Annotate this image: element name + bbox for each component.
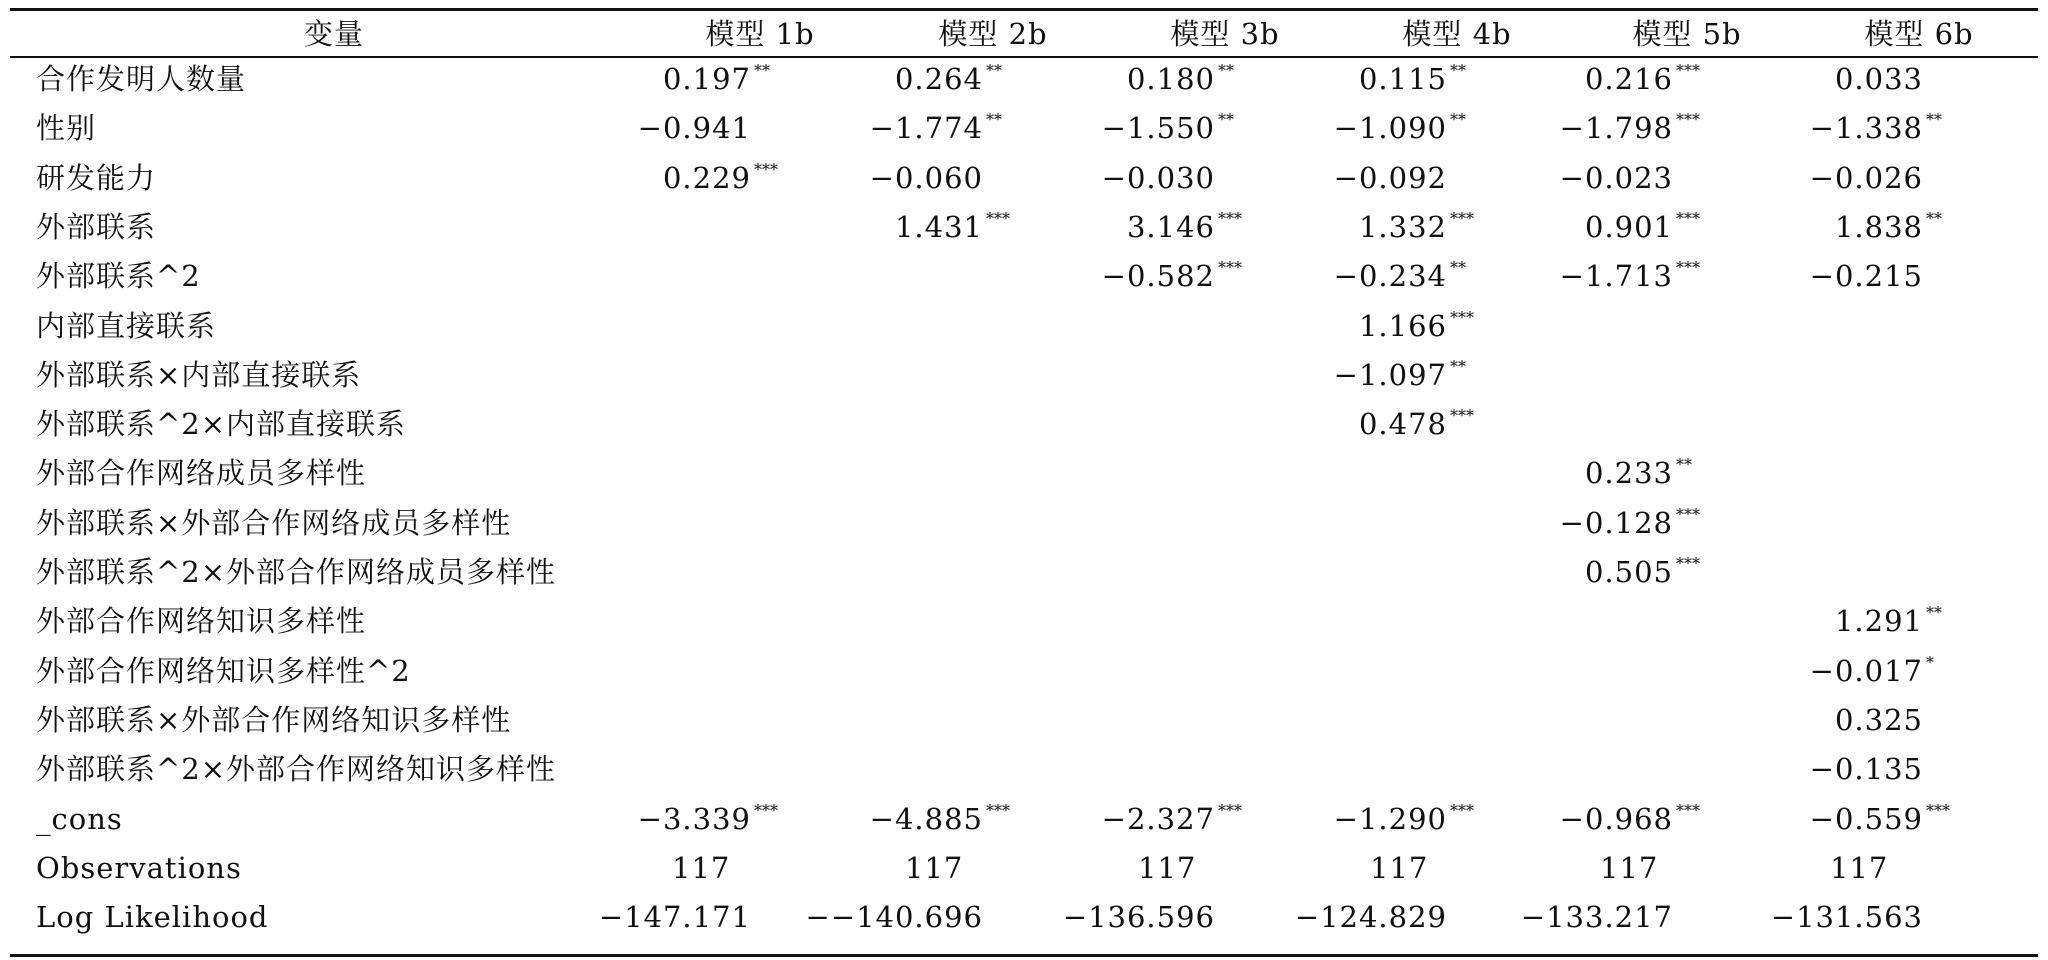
table-cell — [638, 108, 788, 148]
row-label: 性别 — [36, 111, 97, 146]
cell-value: −0.092 — [1333, 160, 1447, 195]
cell-value: 117 — [672, 850, 731, 885]
table-cell: 1.838 ** — [1834, 208, 1942, 244]
cell-value: −0.017 — [1809, 653, 1923, 688]
table-cell: 1.291 ** — [1834, 603, 1942, 639]
cell-value: −1.713 — [1559, 259, 1673, 294]
table-cell: −1.550 ** — [1101, 110, 1234, 146]
cell-value: 0.216 — [1584, 62, 1673, 96]
table-cell: −0.017 * — [1809, 652, 1934, 688]
table-cell: −1.713 *** — [1559, 258, 1700, 294]
cell-value: −0.026 — [1809, 160, 1923, 195]
table-cell — [1138, 848, 1196, 888]
row-label: 外部合作网络成员多样性 — [36, 456, 367, 491]
table-cell: 1.166 *** — [1358, 307, 1474, 343]
cell-value: −1.798 — [1559, 111, 1673, 146]
cell-value: 0.180 — [1126, 62, 1215, 96]
cell-value: 0.229 — [662, 160, 751, 195]
cell-value: −0.559 — [1809, 801, 1923, 836]
table-cell: −2.327 *** — [1101, 800, 1242, 836]
cell-value: −124.829 — [1294, 900, 1447, 935]
table-cell — [1830, 848, 1888, 888]
row-label: 外部合作网络知识多样性 — [36, 604, 367, 639]
table-cell: 1.431 *** — [894, 208, 1010, 244]
table-cell: 0.901 *** — [1584, 208, 1700, 244]
table-cell — [1600, 848, 1658, 888]
table-cell — [1560, 158, 1710, 198]
cell-value: 1.166 — [1358, 308, 1447, 343]
table-cell — [1810, 158, 1960, 198]
table-bottom-rule — [10, 954, 2038, 957]
table-cell — [1370, 848, 1428, 888]
table-cell — [1102, 158, 1252, 198]
cell-value: 117 — [1830, 850, 1889, 885]
table-cell: 1.332 *** — [1358, 208, 1474, 244]
table-cell: 0.229 *** — [662, 159, 778, 195]
row-label: 外部联系^2×内部直接联系 — [36, 407, 407, 442]
table-cell: −1.097 ** — [1333, 356, 1466, 392]
table-cell — [1295, 897, 1484, 937]
cell-value: −0.941 — [637, 111, 751, 146]
cell-value: 117 — [1600, 850, 1659, 885]
table-cell — [1810, 256, 1960, 296]
cell-value: −1.774 — [869, 111, 983, 146]
cell-value: −1.338 — [1809, 111, 1923, 146]
row-label: 外部联系^2×外部合作网络知识多样性 — [36, 752, 557, 787]
row-label: 外部联系^2 — [36, 259, 201, 294]
header-model-3: 模型 3b — [1170, 17, 1280, 51]
header-model-1: 模型 1b — [705, 17, 815, 51]
row-label: 外部联系×外部合作网络知识多样性 — [36, 702, 512, 737]
table-cell: 0.115 ** — [1358, 61, 1466, 96]
cell-value: 117 — [1138, 850, 1197, 885]
cell-value: −1.290 — [1333, 801, 1447, 836]
table-cell — [1810, 749, 1960, 789]
table-cell: −1.290 *** — [1333, 800, 1474, 836]
table-cell: 0.197 ** — [662, 61, 770, 96]
table-cell — [672, 848, 730, 888]
cell-value: −3.339 — [637, 801, 751, 836]
table-cell: 0.505 *** — [1584, 554, 1700, 589]
table-cell: −0.582 *** — [1101, 258, 1242, 294]
header-model-5: 模型 5b — [1632, 17, 1742, 51]
cell-value: 0.197 — [662, 62, 751, 96]
row-label: 外部联系 — [36, 209, 157, 244]
cell-value: 3.146 — [1126, 209, 1215, 244]
cell-value: −−140.696 — [805, 900, 983, 935]
cell-value: −0.023 — [1559, 160, 1673, 195]
cell-value: −0.215 — [1809, 259, 1923, 294]
table-cell: −3.339 *** — [637, 800, 778, 836]
cell-value: −1.550 — [1101, 111, 1215, 146]
cell-value: 0.033 — [1834, 62, 1923, 96]
table-cell: 0.478 *** — [1358, 406, 1474, 442]
table-cell: −0.128 *** — [1559, 504, 1700, 540]
row-label: 合作发明人数量 — [36, 62, 247, 96]
table-cell — [905, 848, 963, 888]
cell-value: 1.332 — [1358, 209, 1447, 244]
cell-value: −0.968 — [1559, 801, 1673, 836]
table-cell — [805, 897, 1020, 937]
table-cell: 0.180 ** — [1126, 61, 1234, 96]
table-cell: 0.264 ** — [894, 61, 1002, 96]
cell-value: −0.060 — [869, 160, 983, 195]
cell-value: −2.327 — [1101, 801, 1215, 836]
table-cell: 0.216 *** — [1584, 61, 1700, 96]
cell-value: 0.901 — [1584, 209, 1673, 244]
row-label: 外部联系×外部合作网络成员多样性 — [36, 505, 512, 540]
cell-value: −0.582 — [1101, 259, 1215, 294]
cell-value: −1.090 — [1333, 111, 1447, 146]
table-cell: 3.146 *** — [1126, 208, 1242, 244]
cell-value: 1.431 — [894, 209, 983, 244]
table-cell — [1521, 897, 1710, 937]
row-label: 内部直接联系 — [36, 308, 217, 343]
table-cell — [870, 158, 1020, 198]
row-label: 研发能力 — [36, 160, 157, 195]
row-label: _cons — [36, 801, 123, 836]
header-variable: 变量 — [303, 17, 364, 51]
table-cell — [599, 897, 788, 937]
cell-value: −1.097 — [1333, 357, 1447, 392]
row-label: Observations — [36, 850, 242, 885]
table-cell: −1.798 *** — [1559, 110, 1700, 146]
table-cell: −1.338 ** — [1809, 110, 1942, 146]
cell-value: 0.115 — [1358, 62, 1447, 96]
cell-value: 0.325 — [1834, 702, 1923, 737]
cell-value: −136.596 — [1062, 900, 1215, 935]
table-cell — [1334, 158, 1484, 198]
row-label: 外部联系^2×外部合作网络成员多样性 — [36, 555, 557, 589]
table-cell — [1063, 897, 1252, 937]
table-cell — [1835, 59, 1960, 99]
cell-value: 0.233 — [1584, 456, 1673, 491]
header-model-2: 模型 2b — [938, 17, 1048, 51]
table-cell — [1835, 700, 1960, 740]
cell-value: 1.291 — [1834, 604, 1923, 639]
regression-table — [10, 8, 2038, 956]
table-cell: −4.885 *** — [869, 800, 1010, 836]
table-cell: −0.234 ** — [1333, 258, 1466, 294]
header-model-6: 模型 6b — [1864, 17, 1974, 51]
table-header-rule — [10, 56, 2038, 58]
cell-value: −131.563 — [1770, 900, 1923, 935]
cell-value: −0.128 — [1559, 505, 1673, 540]
row-label: Log Likelihood — [36, 900, 269, 935]
table-cell — [1771, 897, 1960, 937]
table-cell: −0.968 *** — [1559, 800, 1700, 836]
table-cell: −0.559 *** — [1809, 800, 1950, 836]
cell-value: −133.217 — [1520, 900, 1673, 935]
cell-value: 0.264 — [894, 62, 983, 96]
cell-value: 0.478 — [1358, 407, 1447, 442]
table-cell: −1.774 ** — [869, 110, 1002, 146]
row-label: 外部联系×内部直接联系 — [36, 357, 362, 392]
table-cell: 0.233 ** — [1584, 455, 1692, 491]
cell-value: 1.838 — [1834, 209, 1923, 244]
header-model-4: 模型 4b — [1402, 17, 1512, 51]
cell-value: −0.030 — [1101, 160, 1215, 195]
cell-value: −147.171 — [598, 900, 751, 935]
table-top-rule — [10, 8, 2038, 11]
cell-value: 117 — [1370, 850, 1429, 885]
row-label: 外部合作网络知识多样性^2 — [36, 653, 411, 688]
cell-value: 117 — [905, 850, 964, 885]
table-cell: −1.090 ** — [1333, 110, 1466, 146]
cell-value: −4.885 — [869, 801, 983, 836]
cell-value: −0.234 — [1333, 259, 1447, 294]
cell-value: 0.505 — [1584, 555, 1673, 589]
cell-value: −0.135 — [1809, 752, 1923, 787]
